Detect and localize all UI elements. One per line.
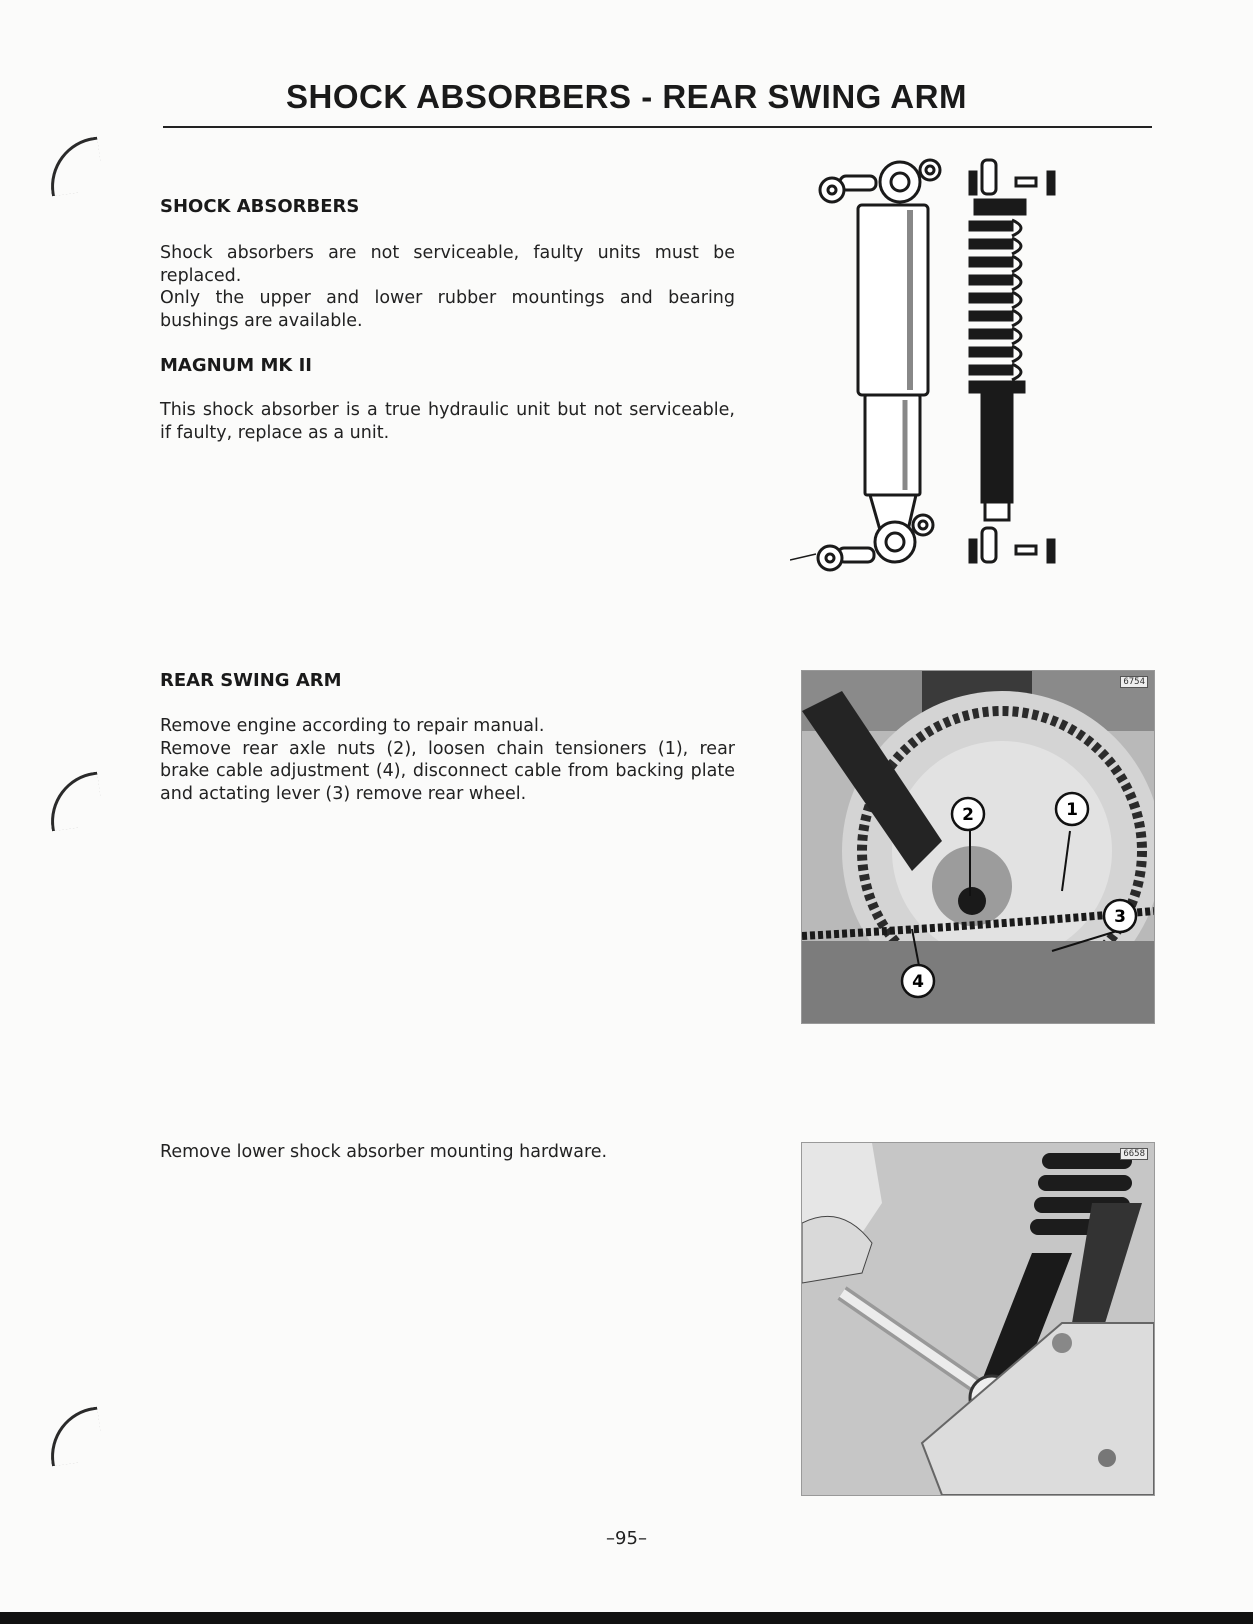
binder-hole-bottom [45,1407,105,1467]
shock-absorber-illustration [790,150,1110,605]
swing-arm-heading: REAR SWING ARM [160,670,342,691]
title-rule [163,126,1152,128]
scan-edge [0,1612,1253,1624]
shock-absorbers-line-2: Only the upper and lower rubber mountings and bearing bushings are available. [160,288,735,331]
swing-arm-line-2: Remove rear axle nuts (2), loosen chain tensioners (1), rear brake cable adjustment (4), disconnect cable from backing plate and actating lever (3) remove rear wheel. [160,738,735,804]
rear-wheel-photo-drawing [802,671,1154,1023]
svg-text:2: 2 [962,805,974,825]
lower-mount-photo-drawing [802,1143,1154,1495]
shock-absorbers-text [160,242,735,332]
callout-4 [902,965,934,997]
page-title: SHOCK ABSORBERS - REAR SWING ARM [286,78,967,115]
magnum-heading: MAGNUM MK II [160,355,312,376]
callout-2 [952,798,984,830]
swing-arm-line-1: Remove engine according to repair manual. [160,716,545,736]
lower-mount-text: Remove lower shock absorber mounting hardware. [160,1142,608,1162]
swing-arm-text [160,715,735,805]
spring-shock-drawing [970,160,1054,562]
svg-text:3: 3 [1114,907,1126,927]
shock-absorbers-line-1: Shock absorbers are not serviceable, faulty units must be replaced. [160,243,735,286]
callout-1 [1056,793,1088,825]
page-number: –95– [606,1528,647,1549]
callout-3 [1104,900,1136,932]
shock-absorbers-heading: SHOCK ABSORBERS [160,196,360,217]
lower-mount-photo [801,1142,1155,1496]
binder-hole-middle [45,772,105,832]
binder-hole-top [45,137,105,197]
svg-text:4: 4 [912,972,924,992]
photo-reference-stamp: 6658 [1120,1148,1148,1160]
magnum-text: This shock absorber is a true hydraulic unit but not serviceable, if faulty, replace as a unit. [160,400,735,443]
plain-shock-drawing [790,160,940,570]
rear-wheel-photo [801,670,1155,1024]
photo-reference-stamp: 6754 [1120,676,1148,688]
svg-text:1: 1 [1066,800,1078,820]
